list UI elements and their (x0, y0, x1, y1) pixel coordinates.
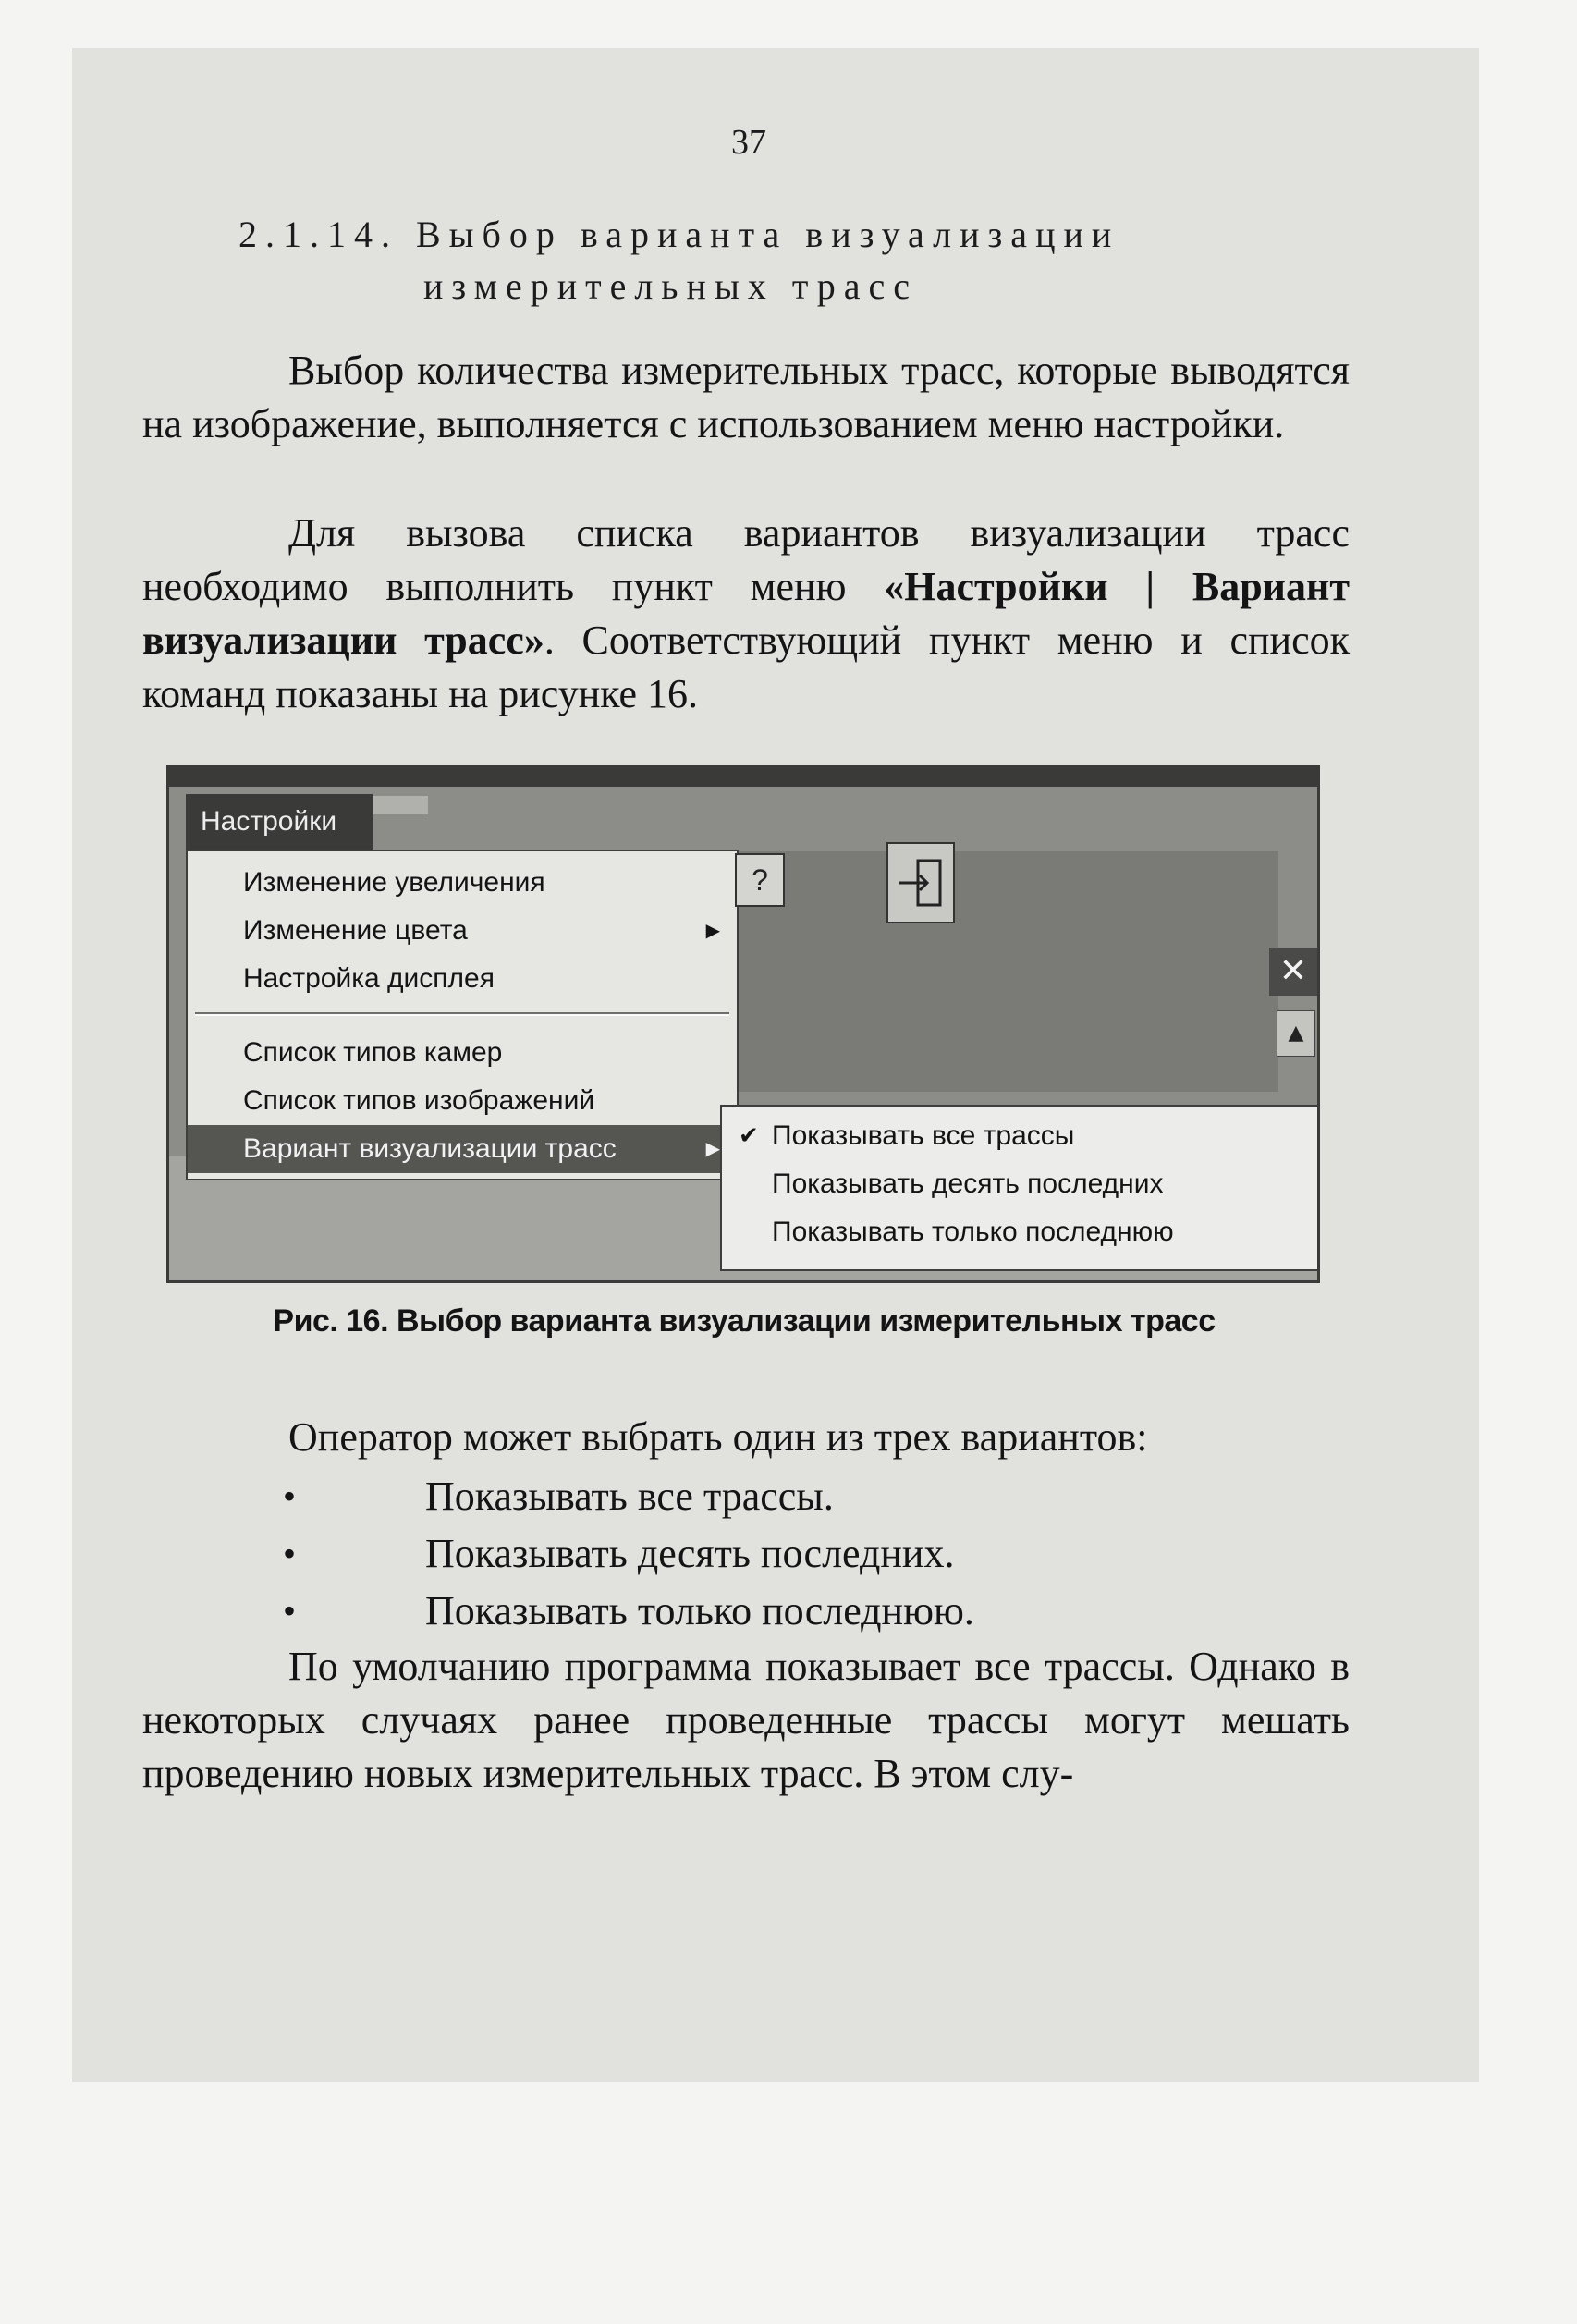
scroll-up-button[interactable]: ▲ (1277, 1010, 1315, 1057)
list-item (142, 1525, 974, 1583)
menu-settings[interactable]: Настройки (186, 794, 373, 850)
section-heading (238, 209, 1255, 312)
menu-item-label: Вариант визуализации трасс (243, 1133, 617, 1164)
paragraph-3: По умолчанию программа показывает все трассы. Однако в некоторых случаях ранее проведенные трассы могут мешать проведению новых измерительных трасс. В этом слу- (142, 1644, 1350, 1796)
export-button[interactable] (886, 842, 955, 923)
menu-item-change-color[interactable] (188, 907, 737, 955)
bullet-icon: • (283, 1475, 297, 1517)
paragraph-2-text-b: . Соответствующий пункт меню и список команд показаны на рисунке 16. (142, 618, 1351, 716)
bullet-icon: • (283, 1590, 297, 1632)
help-button[interactable]: ? (735, 853, 785, 907)
submenu-item-label: Показывать только последнюю (772, 1217, 1174, 1247)
check-icon: ✔ (739, 1122, 759, 1150)
menu-separator (195, 1012, 729, 1016)
list-intro: Оператор может выбрать один из трех вариантов: (288, 1414, 1148, 1460)
menu-item-change-zoom[interactable] (188, 859, 737, 907)
list-item (142, 1468, 974, 1525)
image-background (724, 851, 1278, 1092)
trace-visualization-submenu (720, 1105, 1320, 1271)
page-number: 37 (731, 123, 766, 162)
close-button[interactable]: ✕ (1269, 948, 1317, 996)
submenu-arrow-icon: ▶ (705, 1139, 720, 1159)
list-item-text: Показывать все трассы. (425, 1474, 834, 1519)
figure-16-screenshot (166, 765, 1320, 1283)
menu-item-image-types[interactable] (188, 1077, 737, 1125)
submenu-item-show-last-ten[interactable] (722, 1160, 1163, 1208)
submenu-item-show-last-only[interactable] (722, 1208, 1174, 1256)
settings-dropdown-menu (186, 850, 739, 1180)
paragraph-2-text-a: Для вызова списка вариантов визуализации трасс необходимо выполнить пункт меню (142, 510, 1350, 609)
menu-item-label: Список типов камер (243, 1037, 503, 1068)
submenu-item-show-all[interactable] (722, 1112, 1074, 1160)
section-heading-line1: 2.1.14. Выбор варианта визуализации (238, 214, 1120, 255)
menu-item-label: Изменение цвета (243, 915, 468, 946)
menu-item-trace-visualization[interactable] (188, 1125, 737, 1173)
paragraph-2-menu-path: «Настройки | Вариант визуализации трасс» (142, 564, 1350, 663)
menu-item-display-settings[interactable] (188, 955, 737, 1003)
submenu-arrow-icon: ▶ (705, 921, 720, 941)
window-top-bar (169, 768, 1317, 787)
menu-item-label: Изменение увеличения (243, 867, 545, 898)
menu-item-label: Настройка дисплея (243, 963, 495, 994)
list-item-text: Показывать десять последних. (425, 1531, 955, 1576)
list-item-text: Показывать только последнюю. (425, 1588, 974, 1633)
submenu-item-label: Показывать все трассы (772, 1120, 1075, 1151)
export-icon (898, 857, 944, 909)
paragraph-1: Выбор количества измерительных трасс, которые выводятся на изображение, выполняется с использованием меню настройки. (142, 348, 1350, 446)
submenu-item-label: Показывать десять последних (772, 1168, 1164, 1199)
paragraph-2 (142, 507, 1350, 721)
bullet-icon: • (283, 1533, 297, 1574)
options-list (142, 1468, 974, 1640)
menu-item-label: Список типов изображений (243, 1085, 595, 1116)
figure-caption: Рис. 16. Выбор варианта визуализации измерительных трасс (273, 1303, 1216, 1339)
list-item (142, 1583, 974, 1640)
section-heading-line2: измерительных трасс (423, 265, 919, 307)
menu-item-camera-types[interactable] (188, 1029, 737, 1077)
